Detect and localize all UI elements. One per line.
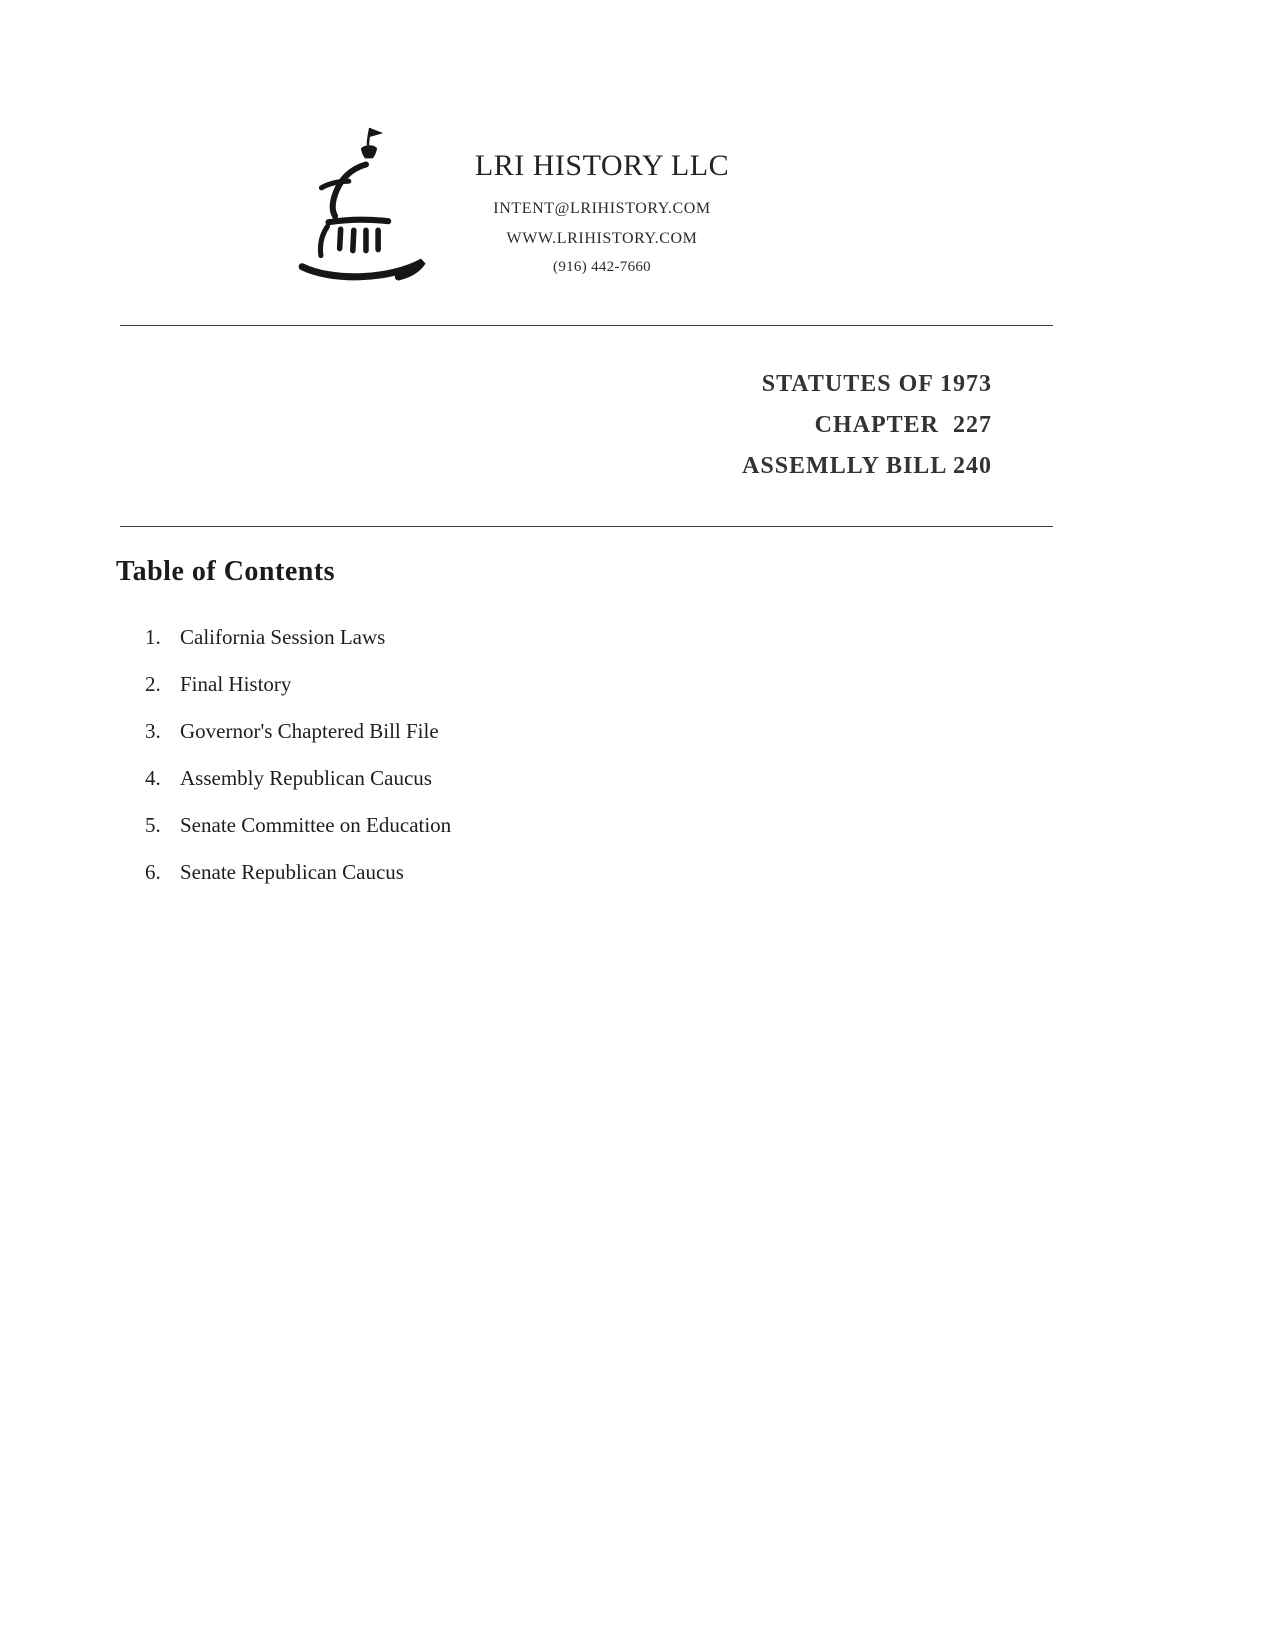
toc-item-number: 6. (145, 860, 161, 884)
email-text: INTENT@LRIHISTORY.COM (493, 199, 711, 217)
toc-item-number: 5. (145, 813, 161, 837)
toc-item-number: 4. (145, 766, 161, 790)
toc-item (145, 812, 865, 838)
title-line-bill: ASSEMLLY BILL 240 (742, 453, 992, 479)
toc-heading: Table of Contents (116, 556, 336, 587)
toc-item-label: Senate Republican Caucus (180, 860, 404, 884)
toc-item-number: 3. (145, 719, 161, 743)
title-line-statutes: STATUTES OF 1973 (761, 371, 992, 397)
toc-item-label: Assembly Republican Caucus (180, 766, 432, 790)
document-title-block (742, 364, 992, 487)
toc-item-label: Governor's Chaptered Bill File (180, 719, 439, 743)
toc-item-number: 2. (145, 672, 161, 696)
divider-bottom (120, 526, 1053, 527)
phone-text: (916) 442-7660 (553, 258, 651, 275)
toc-list (145, 624, 865, 906)
divider-top (120, 325, 1053, 326)
contact-block (456, 150, 748, 276)
toc-item-label: California Session Laws (180, 625, 386, 649)
toc-item (145, 859, 865, 885)
toc-item (145, 765, 865, 791)
toc-item-label: Final History (180, 672, 292, 696)
website-text: WWW.LRIHISTORY.COM (506, 229, 698, 247)
toc-item-number: 1. (145, 625, 161, 649)
toc-item (145, 718, 865, 744)
company-logo (294, 124, 444, 286)
capitol-dome-icon (294, 124, 444, 286)
toc-item (145, 624, 865, 650)
toc-item (145, 671, 865, 697)
company-name: LRI HISTORY LLC (474, 149, 730, 182)
title-line-chapter: CHAPTER 227 (814, 412, 992, 438)
toc-item-label: Senate Committee on Education (180, 813, 452, 837)
